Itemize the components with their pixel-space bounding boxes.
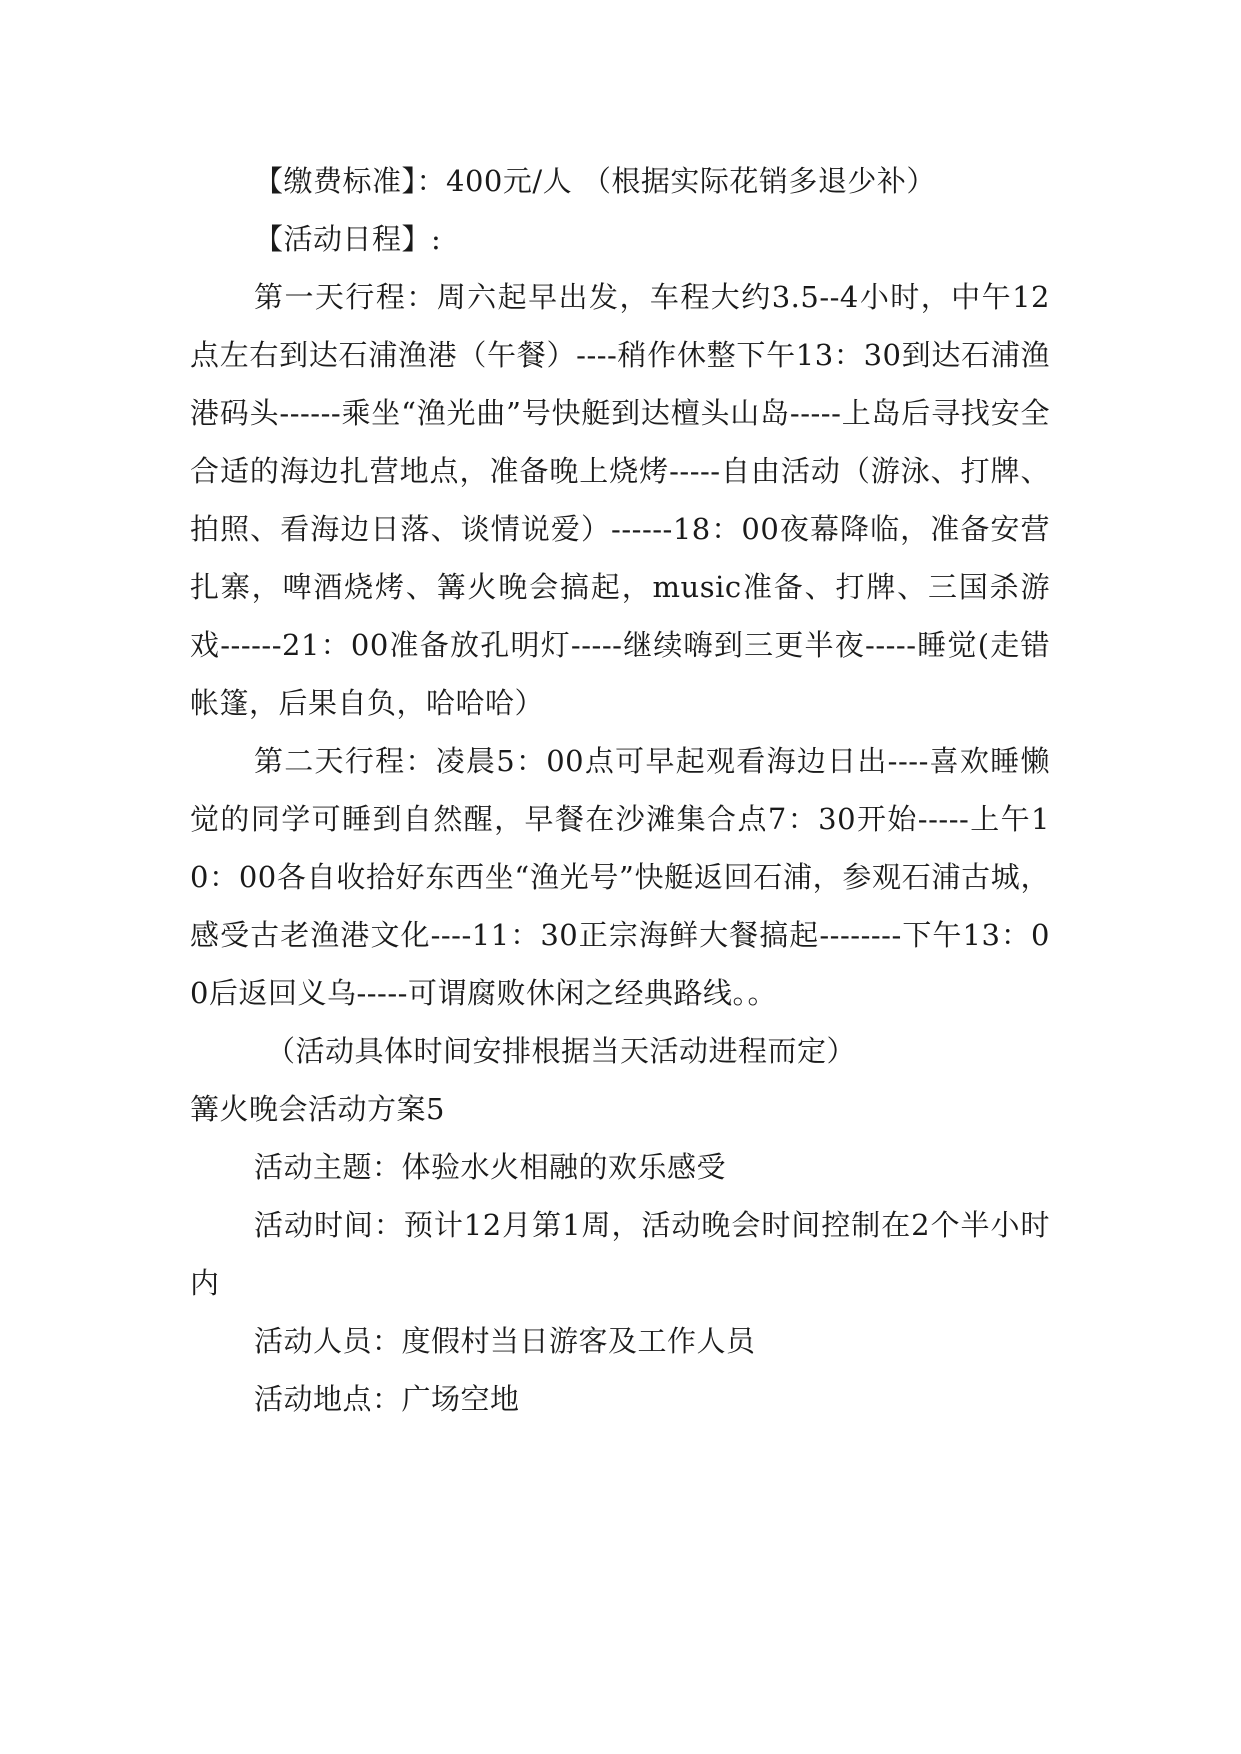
activity-place-paragraph: 活动地点：广场空地 xyxy=(254,1382,520,1416)
activity-theme-paragraph: 活动主题：体验水火相融的欢乐感受 xyxy=(254,1150,727,1184)
activity-people-paragraph: 活动人员：度假村当日游客及工作人员 xyxy=(254,1324,756,1358)
schedule-heading: 【活动日程】: xyxy=(254,222,442,256)
day-two-itinerary-paragraph: 第二天行程：凌晨5：00点可早起观看海边日出----喜欢睡懒觉的同学可睡到自然醒，早餐在沙滩集合点7：30开始-----上午10：00各自收拾好东西坐“渔光号”快艇返回石浦，参观石浦古城，感受古老渔港文化----11：30正宗海鲜大餐搞起--------下午13：00后返回义乌-----可谓腐败休闲之经典路线。。 xyxy=(190,744,1050,1010)
day-one-itinerary-paragraph: 第一天行程：周六起早出发，车程大约3.5--4小时，中午12点左右到达石浦渔港（午餐）----稍作休整下午13：30到达石浦渔港码头------乘坐“渔光曲”号快艇到达檀头山岛-----上岛后寻找安全合适的海边扎营地点，准备晚上烧烤-----自由活动（游泳、打牌、拍照、看海边日落、谈情说爱）------18：00夜幕降临，准备安营扎寨，啤酒烧烤、篝火晚会搞起，music准备、打牌、三国杀游戏------21：00准备放孔明灯-----继续嗨到三更半夜-----睡觉(走错帐篷，后果自负，哈哈哈） xyxy=(190,280,1050,720)
document-body xyxy=(190,152,1050,1428)
activity-time-paragraph: 活动时间：预计12月第1周，活动晚会时间控制在2个半小时内 xyxy=(190,1208,1050,1300)
fee-standard-paragraph: 【缴费标准】：400元/人 （根据实际花销多退少补） xyxy=(254,164,936,198)
plan-title: 篝火晚会活动方案5 xyxy=(190,1092,445,1126)
schedule-note: （活动具体时间安排根据当天活动进程而定） xyxy=(266,1034,857,1068)
